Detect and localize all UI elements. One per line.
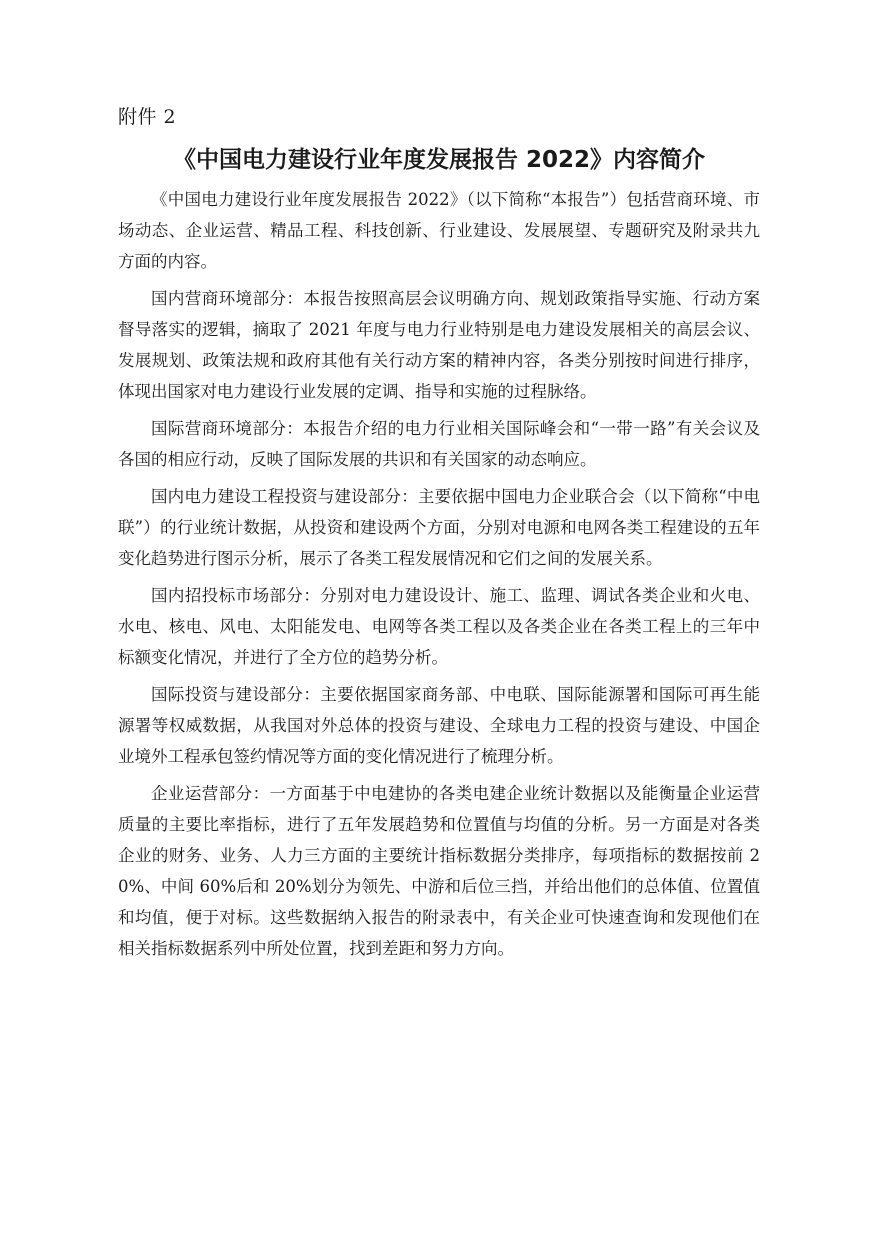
paragraph-domestic-investment-construction: 国内电力建设工程投资与建设部分：主要依据中国电力企业联合会（以下简称“中电联”）的行业统计数据，从投资和建设两个方面，分别对电源和电网各类工程建设的五年变化趋势进行图示分析，展示了各类工程发展情况和它们之间的发展关系。 <box>118 487 760 568</box>
paragraph-international-business-environment: 国际营商环境部分：本报告介绍的电力行业相关国际峰会和“一带一路”有关会议及各国的相应行动，反映了国际发展的共识和有关国家的动态响应。 <box>118 419 760 469</box>
paragraph-international-investment-construction: 国际投资与建设部分：主要依据国家商务部、中电联、国际能源署和国际可再生能源署等权威数据，从我国对外总体的投资与建设、全球电力工程的投资与建设、中国企业境外工程承包签约情况等方面的变化情况进行了梳理分析。 <box>118 685 760 766</box>
paragraph-domestic-bidding-market: 国内招投标市场部分：分别对电力建设设计、施工、监理、调试各类企业和火电、水电、核电、风电、太阳能发电、电网等各类工程以及各类企业在各类工程上的三年中标额变化情况，并进行了全方位的趋势分析。 <box>118 586 760 667</box>
paragraph-enterprise-operations: 企业运营部分：一方面基于中电建协的各类电建企业统计数据以及能衡量企业运营质量的主要比率指标，进行了五年发展趋势和位置值与均值的分析。另一方面是对各类企业的财务、业务、人力三方面的主要统计指标数据分类排序，每项指标的数据按前 20%、中间 60%后和 20%划分为领先、中游和后位三挡，并给出他们的总体值、位置值和均值，便于对标。这些数据纳入报告的附录表中，有关企业可快速查询和发现他们在相关指标数据系列中所处位置，找到差距和努力方向。 <box>118 784 760 958</box>
paragraph-overview: 《中国电力建设行业年度发展报告 2022》（以下简称“本报告”）包括营商环境、市场动态、企业运营、精品工程、科技创新、行业建设、发展展望、专题研究及附录共九方面的内容。 <box>118 190 760 271</box>
document-body <box>118 184 760 970</box>
document-title: 《中国电力建设行业年度发展报告 2022》内容简介 <box>172 147 706 173</box>
attachment-label: 附件 2 <box>118 106 177 128</box>
paragraph-domestic-business-environment: 国内营商环境部分：本报告按照高层会议明确方向、规划政策指导实施、行动方案督导落实的逻辑，摘取了 2021 年度与电力行业特别是电力建设发展相关的高层会议、发展规划、政策法规和政府其他有关行动方案的精神内容，各类分别按时间进行排序，体现出国家对电力建设行业发展的定调、指导和实施的过程脉络。 <box>118 289 760 401</box>
